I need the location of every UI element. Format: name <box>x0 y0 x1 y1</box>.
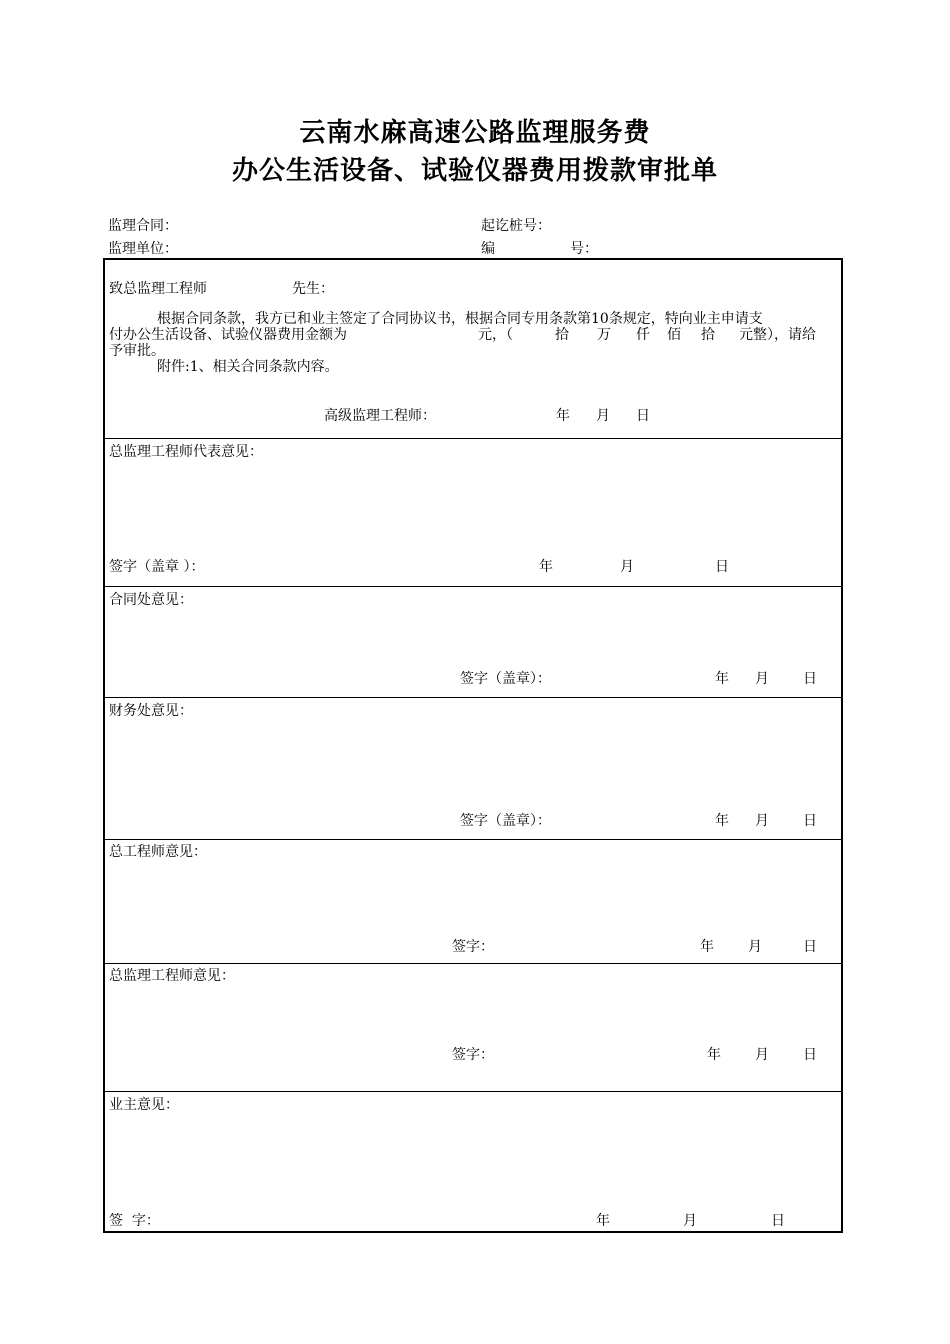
senior-engineer-sign: 高级监理工程师： <box>324 408 436 424</box>
chief-supervisor-year: 年 <box>707 1047 721 1063</box>
finance-year: 年 <box>715 813 729 829</box>
contract-day: 日 <box>803 671 817 687</box>
request-day: 日 <box>636 408 650 424</box>
section-divider <box>105 697 841 698</box>
unit-wan: 万 <box>597 327 611 343</box>
chief-supervisor-sign: 签字： <box>452 1047 494 1063</box>
request-body-line2-start: 付办公生活设备、试验仪器费用金额为 <box>109 327 347 343</box>
section-divider <box>105 963 841 964</box>
chief-supervisor-day: 日 <box>803 1047 817 1063</box>
rep-year: 年 <box>539 559 553 575</box>
request-body-line1: 根据合同条款，我方已和业主签定了合同协议书，根据合同专用条款第10条规定，特向业主申请支 <box>157 311 763 327</box>
unit-shi-wan: 拾 <box>555 327 569 343</box>
approval-form <box>103 258 843 1233</box>
station-label: 起讫桩号： <box>481 218 551 234</box>
finance-month: 月 <box>755 813 769 829</box>
finance-sign: 签字（盖章）： <box>460 813 551 829</box>
owner-opinion-label: 业主意见： <box>109 1097 179 1113</box>
section-divider <box>105 586 841 587</box>
amount-yuan: 元，（ <box>478 327 513 343</box>
owner-day: 日 <box>771 1213 785 1229</box>
section-divider <box>105 839 841 840</box>
chief-engineer-sign: 签字： <box>452 939 494 955</box>
salutation: 先生： <box>292 281 334 297</box>
chief-engineer-month: 月 <box>748 939 762 955</box>
owner-sign: 签 字： <box>109 1213 160 1229</box>
unit-qian: 仟 <box>636 327 650 343</box>
finance-day: 日 <box>803 813 817 829</box>
chief-supervisor-month: 月 <box>755 1047 769 1063</box>
contract-month: 月 <box>755 671 769 687</box>
attachment-note: 附件:1、相关合同条款内容。 <box>157 359 339 375</box>
request-year: 年 <box>556 408 570 424</box>
contract-year: 年 <box>715 671 729 687</box>
chief-engineer-day: 日 <box>803 939 817 955</box>
unit-bai: 佰 <box>667 327 681 343</box>
unit-label: 监理单位： <box>108 241 178 257</box>
contract-opinion-label: 合同处意见： <box>109 592 193 608</box>
contract-label: 监理合同： <box>108 218 178 234</box>
contract-sign: 签字（盖章）： <box>460 671 551 687</box>
rep-sign: 签字（盖章 ）： <box>109 559 205 575</box>
document-title-line2: 办公生活设备、试验仪器费用拨款审批单 <box>231 156 718 186</box>
request-month: 月 <box>596 408 610 424</box>
unit-shi: 拾 <box>701 327 715 343</box>
number-label-part2: 号： <box>570 241 598 257</box>
request-body-line3: 予审批。 <box>109 343 165 359</box>
document-title-line1: 云南水麻高速公路监理服务费 <box>299 118 651 148</box>
chief-supervisor-label: 总监理工程师意见： <box>109 968 235 984</box>
number-label-part1: 编 <box>481 241 495 257</box>
addressee: 致总监理工程师 <box>109 281 207 297</box>
chief-engineer-year: 年 <box>700 939 714 955</box>
finance-opinion-label: 财务处意见： <box>109 703 193 719</box>
owner-year: 年 <box>596 1213 610 1229</box>
chief-engineer-label: 总工程师意见： <box>109 844 207 860</box>
request-body-line2-end: 元整），请给 <box>739 327 816 343</box>
section-divider <box>105 438 841 439</box>
rep-day: 日 <box>715 559 729 575</box>
rep-month: 月 <box>620 559 634 575</box>
owner-month: 月 <box>683 1213 697 1229</box>
section-divider <box>105 1091 841 1092</box>
rep-opinion-label: 总监理工程师代表意见： <box>109 444 263 460</box>
